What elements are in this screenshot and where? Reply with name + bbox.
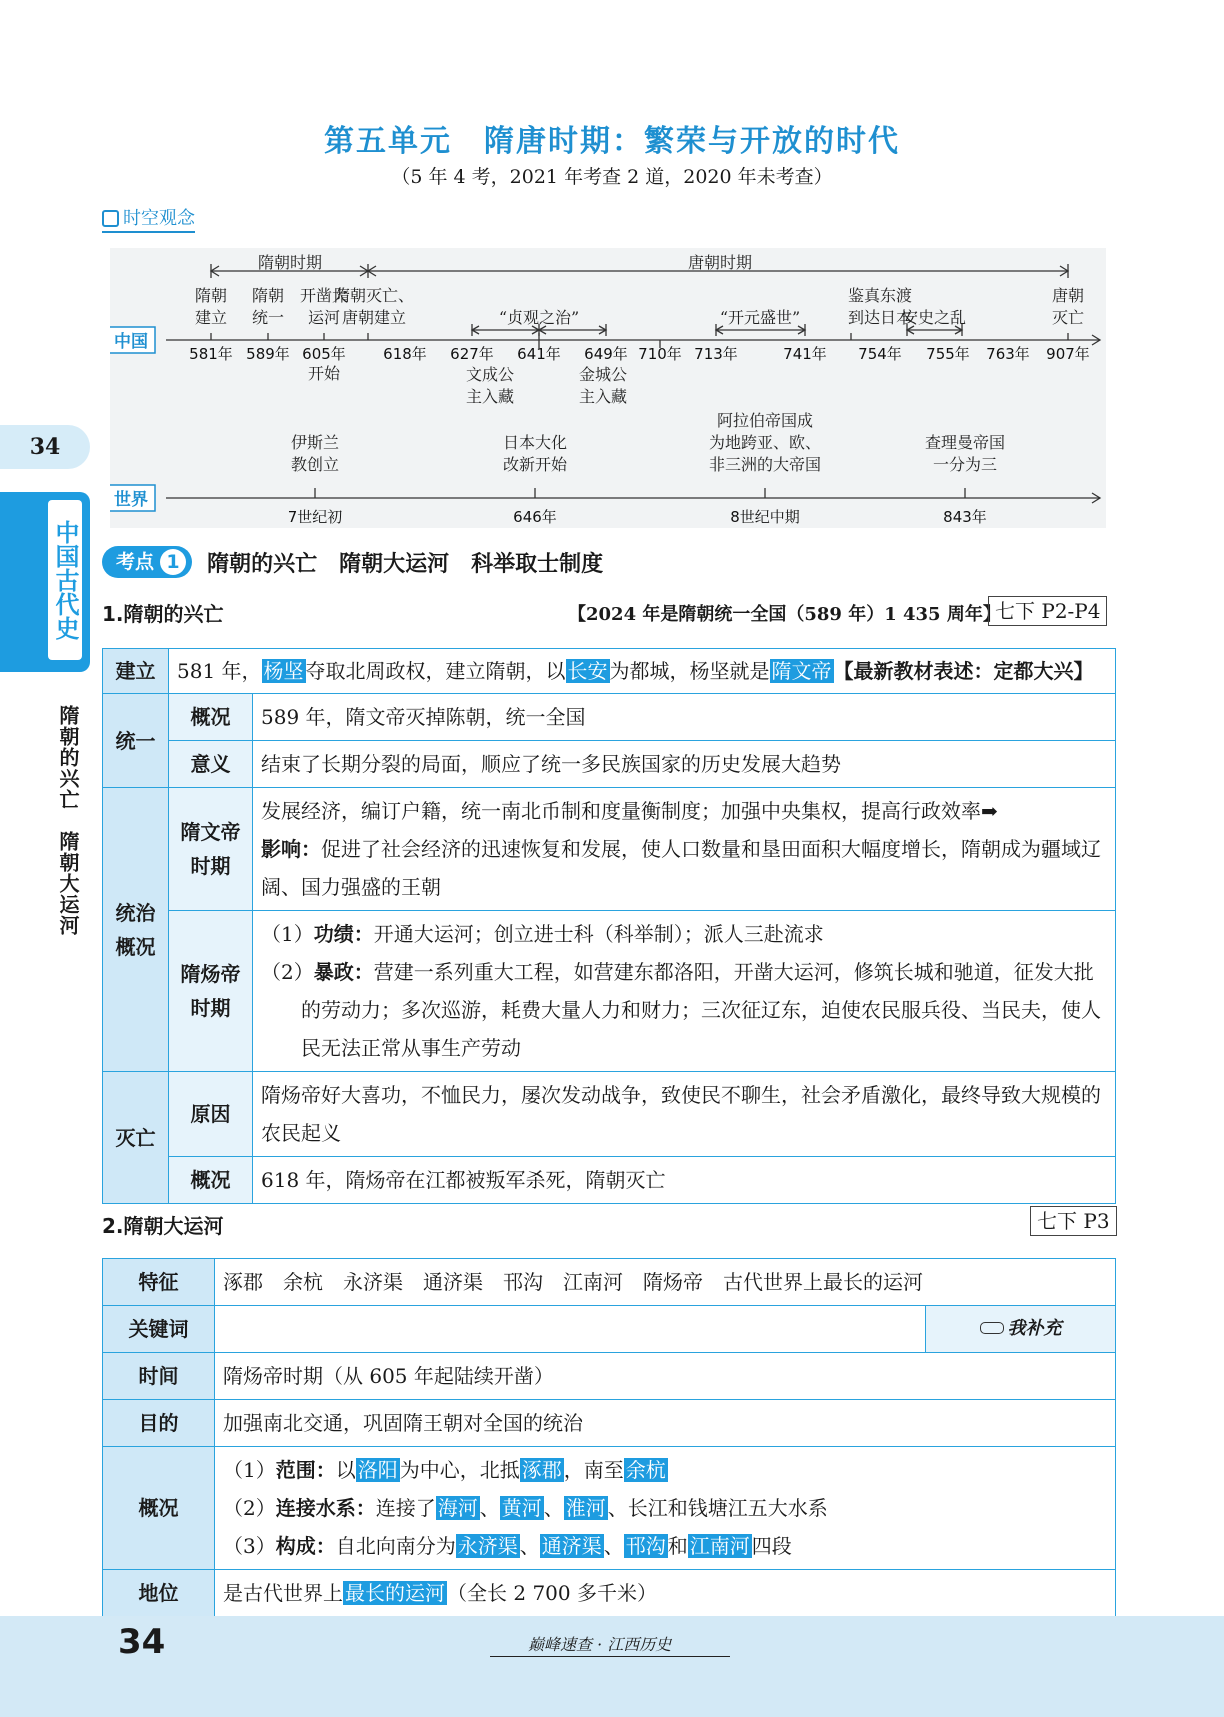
event-label: 鉴真东渡 (847, 286, 913, 305)
kaodian-title: 隋朝的兴亡 隋朝大运河 科举取士制度 (207, 551, 604, 577)
unit-subtitle: （5 年 4 考，2021 年考查 2 道，2020 年未考查） (391, 166, 833, 188)
row-header: 关键词 (103, 1306, 215, 1353)
keywords-cell: 涿郡 余杭 永济渠 通济渠 邗沟 江南河 隋炀帝 古代世界上最长的运河 (215, 1259, 1116, 1306)
event-label: 文成公 (465, 365, 515, 384)
supplement-blank[interactable] (215, 1306, 926, 1353)
event-label: 开凿大 (299, 286, 349, 305)
year-label: 589年 (246, 345, 290, 363)
period-tang: 唐朝时期 (687, 253, 753, 272)
event-label: 到达日本 (847, 308, 913, 327)
year-label: 641年 (517, 345, 561, 363)
row-header: 概况 (103, 1447, 215, 1570)
table-row (103, 1259, 1116, 1306)
cell: 加强南北交通，巩固隋王朝对全国的统治 (215, 1400, 1116, 1447)
year-label: 605年 (302, 345, 346, 363)
year-label: 843年 (943, 508, 987, 526)
world-event-label: 改新开始 (502, 455, 568, 474)
world-label: 世界 (114, 490, 148, 510)
table-row (103, 741, 1116, 788)
table-row (103, 649, 1116, 694)
sub-header: 概况 (169, 1157, 253, 1204)
section-tag-label: 时空观念 (123, 208, 195, 229)
table-row (103, 911, 1116, 1072)
kaodian-header (102, 546, 603, 580)
kaodian-number: 1 (160, 549, 186, 575)
cell: （1）功绩：开通大运河；创立进士科（科举制）；派人三赴流求 （2）暴政：营建一系列重大工程，如营建东都洛阳，开凿大运河，修筑长城和驰道，征发大批的劳动力；多次巡游，耗费大量人力和财力；三次征辽东，迫使农民服兵役、当民夫，使人民无法正常从事生产劳动 (253, 911, 1116, 1072)
table-row (103, 1447, 1116, 1570)
span-label: “开元盛世” (719, 308, 801, 327)
section1-note: 【2024 年是隋朝统一全国（589 年）1 435 周年】 (568, 604, 1001, 625)
event-label: 主入藏 (578, 387, 628, 406)
supplement-label: 我补充 (926, 1306, 1116, 1353)
pointing-hand-icon (980, 1322, 1004, 1334)
world-event-label: 查理曼帝国 (924, 433, 1006, 452)
section1-ref: 七下 P2-P4 (988, 596, 1107, 626)
side-topic-label: 隋朝的兴亡 隋朝大运河 (56, 705, 80, 936)
world-event-label: 为地跨亚、欧、 (708, 433, 822, 452)
year-label: 907年 (1046, 345, 1090, 363)
row-header: 目的 (103, 1400, 215, 1447)
sub-header: 原因 (169, 1072, 253, 1157)
jianli-content: 581 年， 杨坚 夺取北周政权，建立隋朝，以 长安 为都城，杨坚就是 隋文帝 【最新教材表述：定都大兴】 (169, 649, 1116, 694)
event-label: 唐朝 (1051, 286, 1085, 305)
row-header: 灭亡 (103, 1072, 169, 1204)
magnifier-doc-icon (102, 210, 119, 227)
row-header: 地位 (103, 1570, 215, 1617)
world-event-label: 非三洲的大帝国 (708, 455, 822, 474)
table-row (103, 1353, 1116, 1400)
row-header: 特征 (103, 1259, 215, 1306)
section-tag (102, 204, 195, 233)
table-row (103, 1400, 1116, 1447)
cell: 618 年，隋炀帝在江都被叛军杀死，隋朝灭亡 (253, 1157, 1116, 1204)
cell: 隋炀帝时期（从 605 年起陆续开凿） (215, 1353, 1116, 1400)
year-label: 710年 (638, 345, 682, 363)
arrow-right-icon: ➡ (981, 799, 998, 823)
row-header: 统治概况 (103, 788, 169, 1072)
cell: 结束了长期分裂的局面，顺应了统一多民族国家的历史发展大趋势 (253, 741, 1116, 788)
footer-page-number: 34 (118, 1622, 166, 1662)
year-label: 7世纪初 (287, 508, 343, 526)
year-label: 581年 (189, 345, 233, 363)
section1-table (102, 648, 1116, 1204)
overview-cell: （1）范围：以 洛阳 为中心，北抵 涿郡 ，南至 余杭 （2）连接水系：连接了 海河 、 黄河 、 淮河 、长江和钱塘江五大水系 （3）构成：自北向南分为 永济渠 、 通济渠 、 邗沟 和 江南河 四段 (215, 1447, 1116, 1570)
sub-header: 意义 (169, 741, 253, 788)
timeline-svg (110, 248, 1106, 528)
table-row (103, 788, 1116, 911)
span-label: 安史之乱 (901, 308, 967, 327)
year-label: 754年 (858, 345, 902, 363)
table-row (103, 1072, 1116, 1157)
side-page-number: 34 (0, 425, 90, 469)
row-header: 统一 (103, 694, 169, 788)
world-event-label: 日本大化 (502, 433, 568, 452)
event-label: 开始 (307, 364, 341, 383)
world-event-label: 阿拉伯帝国成 (716, 411, 814, 430)
section2-ref: 七下 P3 (1030, 1206, 1117, 1236)
event-label: 隋朝 (251, 286, 285, 305)
event-label: 隋朝灭亡、 (333, 286, 415, 305)
section2-heading: 2.隋朝大运河 (102, 1214, 224, 1238)
table-row (103, 1157, 1116, 1204)
year-label: 646年 (513, 508, 557, 526)
world-event-label: 教创立 (290, 455, 340, 474)
section1-heading: 1.隋朝的兴亡 (102, 602, 224, 626)
cell: 是古代世界上 最长的运河 （全长 2 700 多千米） (215, 1570, 1116, 1617)
section2-table (102, 1258, 1116, 1617)
sub-header: 隋炀帝时期 (169, 911, 253, 1072)
side-chapter-label: 中国古代史 (48, 500, 82, 660)
year-label: 8世纪中期 (730, 508, 800, 526)
event-label: 主入藏 (465, 387, 515, 406)
sub-header: 概况 (169, 694, 253, 741)
event-label: 建立 (194, 308, 228, 327)
table-row (103, 694, 1116, 741)
footer-pen-line (490, 1656, 730, 1657)
year-label: 741年 (783, 345, 827, 363)
year-label: 755年 (926, 345, 970, 363)
kaodian-badge: 考点 1 (102, 546, 192, 578)
period-sui: 隋朝时期 (257, 253, 323, 272)
event-label: 统一 (251, 308, 285, 327)
table-row (103, 1570, 1116, 1617)
row-header: 时间 (103, 1353, 215, 1400)
event-label: 唐朝建立 (341, 308, 407, 327)
event-label: 金城公 (578, 365, 628, 384)
cell: 发展经济，编订户籍，统一南北币制和度量衡制度；加强中央集权，提高行政效率➡ 影响：促进了社会经济的迅速恢复和发展，使人口数量和垦田面积大幅度增长，隋朝成为疆域辽阔、国力强盛的王朝 (253, 788, 1116, 911)
row-header: 建立 (103, 649, 169, 694)
event-label: 运河 (307, 308, 341, 327)
footer-brand: 巅峰速查 · 江西历史 (528, 1635, 672, 1654)
cell: 589 年，隋文帝灭掉陈朝，统一全国 (253, 694, 1116, 741)
year-label: 627年 (450, 345, 494, 363)
year-label: 649年 (584, 345, 628, 363)
year-label: 713年 (694, 345, 738, 363)
year-label: 763年 (986, 345, 1030, 363)
span-label: “贞观之治” (498, 308, 580, 327)
world-event-label: 一分为三 (932, 455, 998, 474)
timeline (110, 248, 1106, 528)
event-label: 隋朝 (194, 286, 228, 305)
event-label: 灭亡 (1051, 308, 1085, 327)
cell: 隋炀帝好大喜功，不恤民力，屡次发动战争，致使民不聊生，社会矛盾激化，最终导致大规模的农民起义 (253, 1072, 1116, 1157)
china-label: 中国 (114, 332, 148, 352)
sub-header: 隋文帝时期 (169, 788, 253, 911)
unit-title: 第五单元 隋唐时期：繁荣与开放的时代 (324, 124, 900, 159)
table-row (103, 1306, 1116, 1353)
world-event-label: 伊斯兰 (290, 433, 340, 452)
year-label: 618年 (383, 345, 427, 363)
